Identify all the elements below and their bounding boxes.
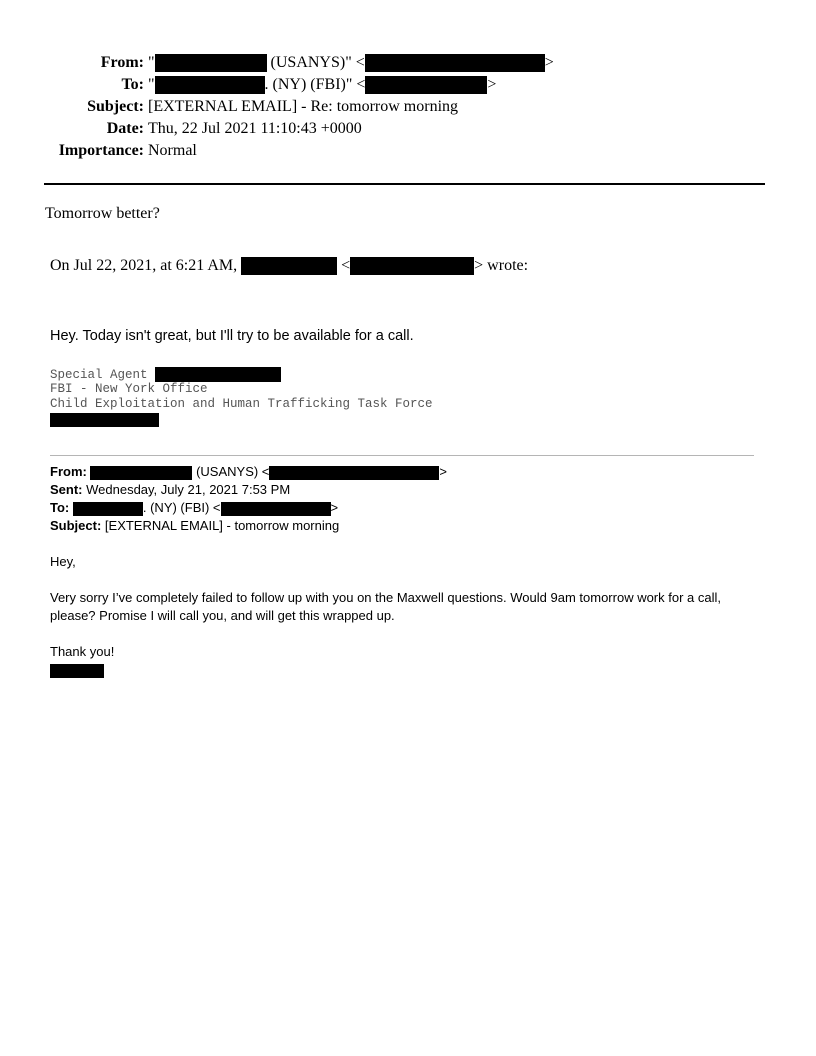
header-date-value: Thu, 22 Jul 2021 11:10:43 +0000 — [148, 120, 362, 137]
header-to-row — [0, 74, 816, 96]
original-closing: Thank you! — [50, 644, 115, 659]
original-sent-value: Wednesday, July 21, 2021 7:53 PM — [82, 482, 291, 497]
header-to-value — [148, 74, 496, 96]
agent-message: Hey. Today isn't great, but I'll try to be available for a call. — [50, 328, 414, 344]
original-subject-value: [EXTERNAL EMAIL] - tomorrow morning — [101, 518, 340, 533]
header-to-mid: . (NY) (FBI)" < — [264, 76, 366, 93]
signature-line-1 — [50, 367, 281, 383]
header-date-label: Date: — [106, 120, 144, 137]
original-from-mid: (USANYS) < — [192, 464, 270, 479]
redaction-block — [73, 502, 143, 516]
original-from-label: From: — [50, 464, 87, 479]
original-subject-row — [50, 517, 339, 535]
redaction-block — [90, 466, 192, 480]
redaction-block — [155, 54, 267, 72]
header-subject-row — [0, 96, 816, 118]
redaction-block — [350, 257, 474, 275]
header-subject-value: [EXTERNAL EMAIL] - Re: tomorrow morning — [148, 98, 459, 115]
quote-intro-lt: < — [337, 257, 351, 274]
redaction-block — [365, 76, 487, 94]
header-date-row — [0, 118, 816, 140]
quote-intro-end: > wrote: — [474, 257, 529, 274]
original-to-row — [50, 499, 338, 517]
redaction-block — [241, 257, 337, 275]
redaction-block — [365, 54, 545, 72]
header-importance-label: Importance: — [58, 142, 144, 159]
header-from-label: From: — [100, 54, 144, 71]
header-divider — [44, 183, 765, 185]
header-from-mid: (USANYS)" < — [266, 54, 365, 71]
redaction-block — [221, 502, 331, 516]
header-to-prefix: " — [148, 76, 155, 93]
header-from-suffix: > — [544, 54, 554, 71]
header-from-row — [0, 52, 816, 74]
signature-line-3: Child Exploitation and Human Trafficking Task Force — [50, 397, 433, 411]
original-paragraph-line-2: please? Promise I will call you, and will get this wrapped up. — [50, 608, 395, 623]
redaction-block — [269, 466, 439, 480]
original-from-suffix: > — [439, 464, 447, 479]
original-from-row — [50, 463, 447, 481]
original-paragraph-line-1: Very sorry I’ve completely failed to follow up with you on the Maxwell questions. Would 9am tomorrow work for a call, — [50, 590, 721, 605]
redaction-block — [155, 76, 265, 94]
redaction-block — [50, 413, 159, 427]
signature-title: Special Agent — [50, 367, 156, 382]
header-to-label: To: — [121, 76, 144, 93]
quote-divider — [50, 455, 754, 456]
quote-intro — [50, 256, 528, 276]
original-sent-row — [50, 481, 290, 499]
original-to-mid: . (NY) (FBI) < — [142, 500, 221, 515]
redaction-block — [155, 367, 281, 382]
original-to-label: To: — [50, 500, 70, 515]
header-subject-label: Subject: — [87, 98, 144, 115]
signature-line-2: FBI - New York Office — [50, 382, 208, 396]
header-from-value — [148, 52, 554, 74]
redaction-block — [50, 664, 104, 678]
header-importance-row — [0, 140, 816, 162]
original-to-suffix: > — [330, 500, 339, 515]
original-sent-label: Sent: — [50, 482, 83, 497]
reply-text: Tomorrow better? — [45, 205, 160, 222]
header-importance-value: Normal — [148, 142, 197, 159]
quote-intro-start: On Jul 22, 2021, at 6:21 AM, — [50, 257, 242, 274]
original-greeting: Hey, — [50, 554, 76, 569]
header-from-prefix: " — [148, 54, 155, 71]
original-subject-label: Subject: — [50, 518, 102, 533]
header-to-suffix: > — [487, 76, 497, 93]
